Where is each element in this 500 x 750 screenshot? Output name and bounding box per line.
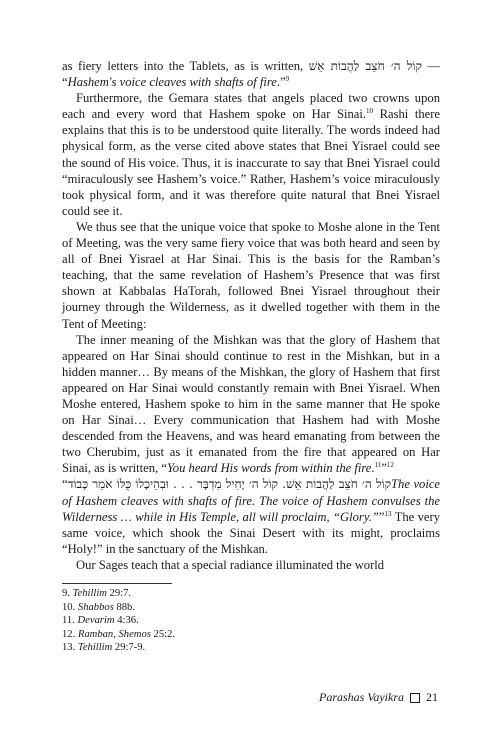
quote-text: The inner meaning of the Mishkan was that the glory of Hashem that appeared on Har Sinai should continue to rest in the Mishkan, but in a hidden manner… By means of the Mishkan, the glory of Hashem that first appeared on Har Sinai would constantly remain with Bnei Yisrael. When Moshe entered, Hashem spoke to him in the same manner that He spoke on Har Sinai… Every communication that Hashem had with Moshe descended from the Heavens, and was heard emanating from between the two Cherubim, just as it emanated from the fire that appeared on Har Sinai, as is written, “: [62, 332, 440, 476]
footnotes: [62, 583, 176, 655]
block-quote: [62, 332, 440, 477]
footnote: 13. Tehillim 29:7-9.: [62, 642, 146, 654]
verse-translation: Hashem's voice cleaves with shafts of fire: [67, 75, 277, 90]
paragraph-text: Rashi there explains that this is to be understood quite literally. The words indeed had physical form, as the verse cited above states that Bnei Yisrael could see the sound of His voice. Thus, it is inaccurate to say that Bnei Yisrael could “miraculously see Hashem’s voice.” Rather, Hashem’s voice miraculously took physical form, and it was therefore quite natural that Bnei Yisrael could see it.: [62, 107, 440, 218]
paragraph-3: We thus see that the unique voice that spoke to Moshe alone in the Tent of Meeting, was the very same fiery voice that was both heard and seen by all of Bnei Yisrael at Har Sinai. This is the basis for the Ramban’s teaching, that the same revelation of Hashem’s Presence that was first shown at Kabbalas HaTorah, followed Bnei Yisrael throughout their journey through the Wilderness, as it dwelled together with them in the Tent of Meeting:: [62, 219, 440, 331]
page-number: 21: [426, 690, 438, 704]
footnote-ref[interactable]: 11: [374, 461, 382, 470]
paragraph-5: [62, 476, 440, 556]
hebrew-verse: קוֹל ה׳ חֹצֵב לַהֲבוֹת אֵשׁ: [308, 59, 422, 73]
punctuation: .: [276, 75, 281, 90]
footnote-ref[interactable]: 12: [386, 461, 394, 470]
punctuation: ”: [378, 509, 385, 524]
punctuation: ”: [381, 461, 387, 476]
verse-translation: You heard His words from within the fire: [166, 461, 372, 476]
square-ornament-icon: [410, 693, 420, 703]
footnote: 12. Ramban, Shemos 25:2.: [62, 628, 176, 640]
running-footer: [319, 690, 438, 705]
paragraph-2: [62, 90, 440, 219]
paragraph-text: Furthermore, the Gemara states that angels placed two crowns upon each and every word that Hashem spoke on Har Sinai.: [62, 91, 440, 122]
footnote-ref[interactable]: 13: [384, 509, 392, 518]
hebrew-verse: קוֹל ה׳ חֹצֵב לַהֲבוֹת אֵשׁ. קוֹל ה׳ יָחִיל מִדְבָּר . . . וּבְהֵיכָלוֹ כֻּלּוֹ אֹמֵר כָּבוֹד: [67, 477, 392, 492]
footnote: 10. Shabbos 88b.: [62, 601, 135, 613]
verse-translation: voice of Hashem cleaves with shafts of fire. The voice of Hashem convulses the Wilderness … while in His Temple, all will proclaim, “Glory.”: [62, 477, 441, 524]
punctuation: .: [371, 461, 375, 476]
paragraph-text: as fiery letters into the Tablets, as is written,: [62, 59, 309, 73]
footnote: 11. Devarim 4:36.: [62, 615, 139, 627]
running-title: Parashas Vayikra: [319, 690, 404, 704]
footnote: 9. Tehillim 29:7.: [62, 588, 132, 599]
page-body: [62, 58, 440, 655]
footnote-ref[interactable]: 9: [285, 74, 290, 83]
paragraph-6: Our Sages teach that a special radiance illuminated the world: [76, 557, 385, 572]
punctuation: “: [62, 477, 68, 492]
dash: —: [421, 59, 441, 73]
paragraph-1: as fiery letters into the Tablets, as is written, קוֹל ה׳ חֹצֵב לַהֲבוֹת אֵשׁ — “Hashem's voice cleaves with shafts of fire.”$^9$: [62, 59, 441, 90]
verse-translation: The: [391, 477, 410, 492]
paragraph-text: The very same voice, which shook the Sinai Desert with its might, proclaims “Holy!” in the sanctuary of the Mishkan.: [62, 509, 440, 556]
footnote-ref[interactable]: 10: [366, 107, 374, 116]
